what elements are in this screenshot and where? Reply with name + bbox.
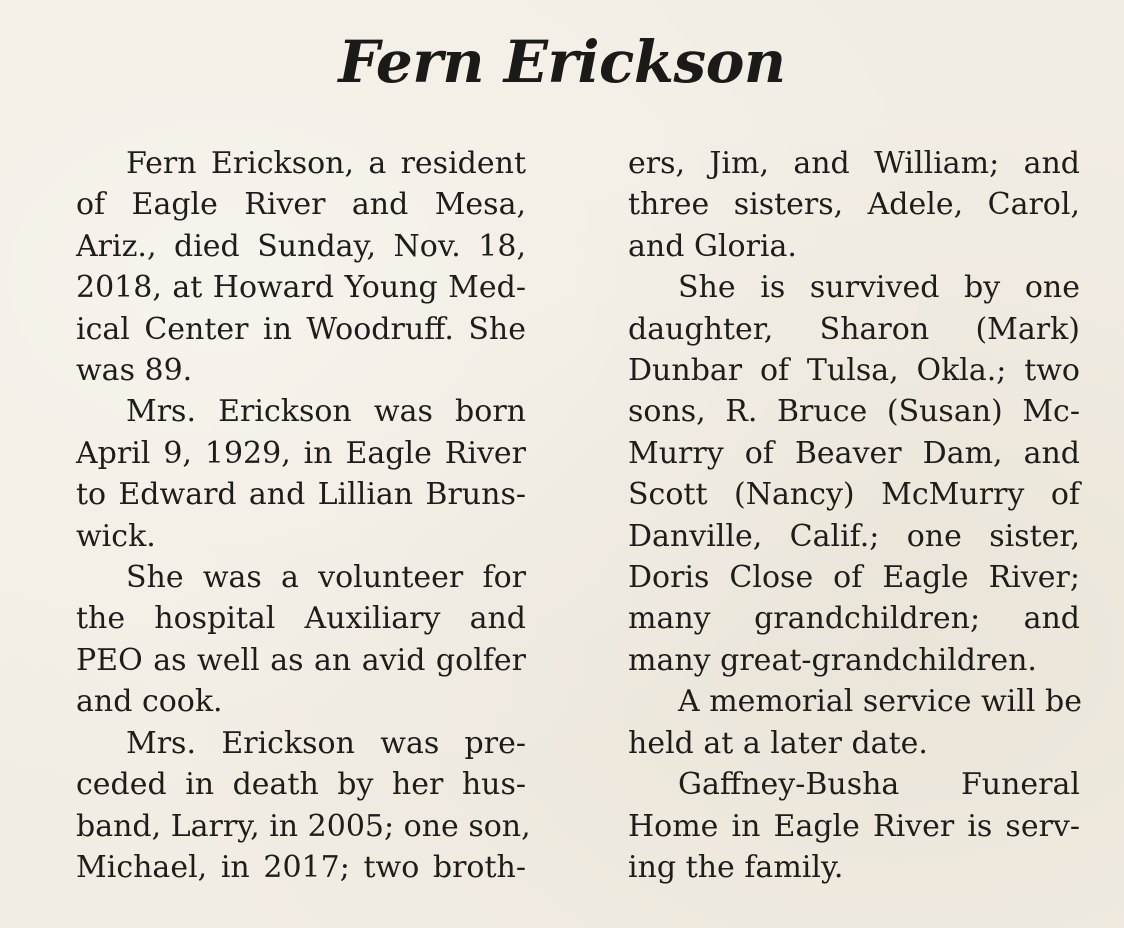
text-line: Ariz., died Sunday, Nov. 18, [76, 228, 526, 264]
right-column [578, 143, 1080, 888]
text-line: Danville, Calif.; one sister, [628, 518, 1080, 554]
obituary-paragraph [26, 557, 526, 723]
text-line: Mrs. Erickson was born [126, 394, 526, 430]
text-line: Michael, in 2017; two broth- [76, 849, 526, 885]
text-line: ing the family. [628, 849, 844, 885]
text-line: and cook. [76, 684, 223, 720]
text-line: many grandchildren; and [628, 601, 1080, 637]
obituary-paragraph [26, 723, 531, 889]
text-line: ceded in death by her hus- [76, 767, 526, 803]
text-line: ers, Jim, and William; and [628, 146, 1080, 181]
text-line: held at a later date. [628, 725, 928, 761]
obituary-headline: Fern Erickson [338, 28, 786, 96]
text-line: sons, R. Bruce (Susan) Mc- [628, 394, 1080, 430]
text-line: band, Larry, in 2005; one son, [76, 808, 531, 844]
text-line: many great-grandchildren. [628, 642, 1037, 678]
text-line: April 9, 1929, in Eagle River [76, 435, 526, 471]
text-line: Murry of Beaver Dam, and [628, 435, 1080, 471]
left-column [26, 143, 531, 888]
text-line: ical Center in Woodruff. She [76, 311, 526, 347]
text-line: wick. [76, 518, 156, 554]
text-line: three sisters, Adele, Carol, [628, 187, 1080, 223]
text-line: and Gloria. [628, 228, 797, 264]
text-line: Doris Close of Eagle River; [628, 560, 1080, 596]
text-line: Dunbar of Tulsa, Okla.; two [628, 353, 1080, 389]
obituary-paragraph [578, 764, 1080, 888]
text-line: of Eagle River and Mesa, [76, 187, 526, 223]
text-line: 2018, at Howard Young Med- [76, 270, 526, 306]
text-line: PEO as well as an avid golfer [76, 642, 526, 678]
text-line: Gaffney-Busha Funeral [678, 767, 1080, 803]
text-line: Fern Erickson, a resident [126, 146, 526, 181]
text-line: Mrs. Erickson was pre- [126, 725, 526, 761]
text-line: A memorial service will be [678, 684, 1082, 720]
text-line: Home in Eagle River is serv- [628, 808, 1080, 844]
obituary-paragraph [26, 143, 526, 391]
obituary-paragraph [578, 267, 1080, 681]
obituary-paragraph [26, 391, 526, 557]
text-line: She was a volunteer for [126, 560, 526, 596]
obituary-paragraph [578, 681, 1080, 764]
text-line: the hospital Auxiliary and [76, 601, 526, 637]
obituary-paragraph [578, 143, 1080, 267]
text-line: daughter, Sharon (Mark) [628, 311, 1080, 347]
text-line: Scott (Nancy) McMurry of [628, 477, 1080, 513]
text-line: to Edward and Lillian Bruns- [76, 477, 526, 513]
text-line: She is survived by one [678, 270, 1080, 306]
text-line: was 89. [76, 353, 193, 389]
